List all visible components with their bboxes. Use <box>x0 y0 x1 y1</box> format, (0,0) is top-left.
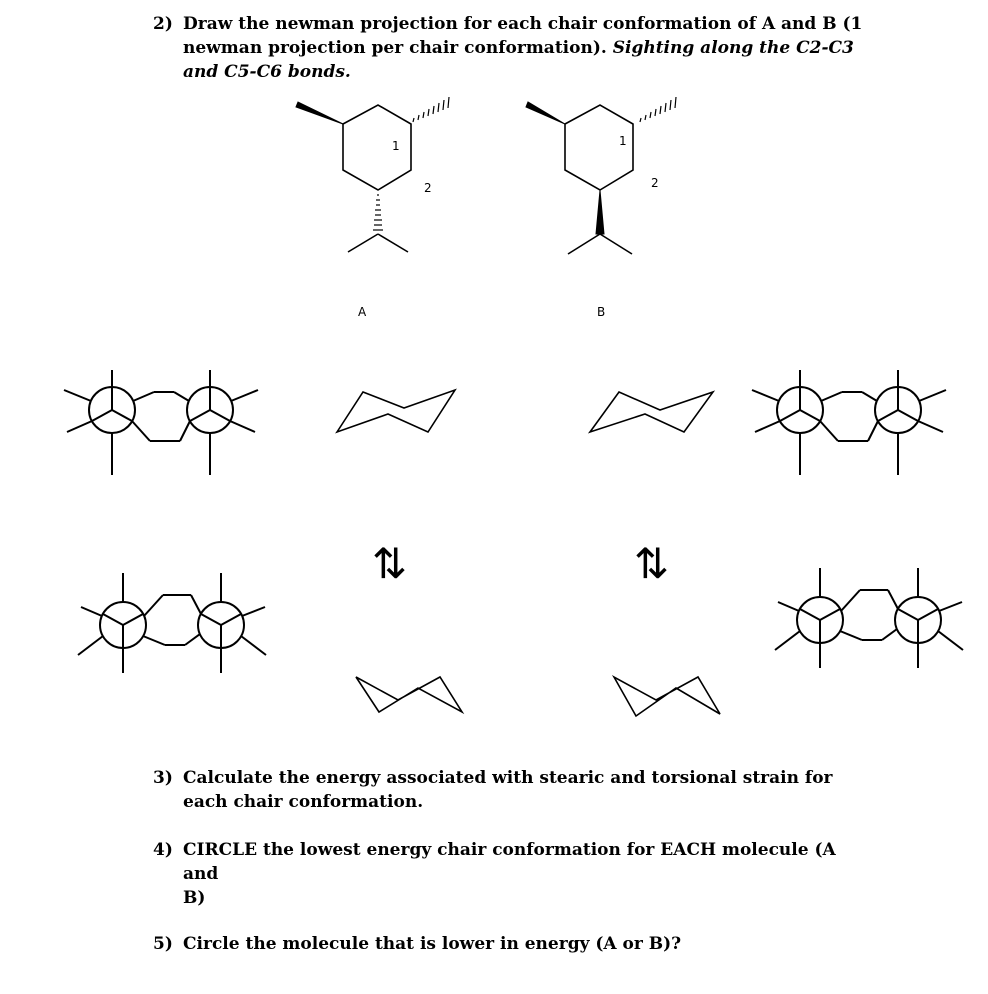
molecule-a-structure <box>296 97 449 319</box>
newman-projection-b-top <box>752 370 946 475</box>
equilibrium-arrows-a: ⇅ <box>372 539 408 588</box>
question-4-line-1: CIRCLE the lowest energy chair conformation for EACH molecule (A and <box>183 840 836 884</box>
question-2-line-1: Draw the newman projection for each chair conformation of A and B (1 <box>183 14 863 34</box>
question-5-number: 5) <box>153 934 173 954</box>
molecule-a-label: A <box>358 305 367 319</box>
question-5-line-1: Circle the molecule that is lower in energy (A or B)? <box>183 934 682 954</box>
molecule-a-locant-1: 1 <box>392 139 400 153</box>
chair-b-bottom <box>614 677 720 716</box>
molecule-b-bold-wedge-bottom <box>596 190 604 234</box>
question-4-line-2: B) <box>183 888 206 908</box>
equilibrium-arrows-b: ⇅ <box>634 539 670 588</box>
question-2-line-3-italic: and C5-C6 bonds. <box>183 62 351 82</box>
question-4-text <box>183 838 873 910</box>
molecule-b-hashed-wedge-top <box>640 97 676 122</box>
molecule-a-hashed-wedge-top <box>413 97 449 122</box>
question-2-line-2-italic: Sighting along the C2-C3 <box>612 38 854 58</box>
molecule-a-hashed-wedge-bottom <box>373 195 383 230</box>
question-3-line-2: each chair conformation. <box>183 792 424 812</box>
question-4-number: 4) <box>153 840 173 860</box>
chair-a-top <box>337 390 455 432</box>
question-3-line-1: Calculate the energy associated with stearic and torsional strain for <box>183 768 833 788</box>
newman-projection-a-top <box>64 370 258 475</box>
molecule-b-locant-2: 2 <box>651 176 659 190</box>
molecule-b-structure <box>526 97 676 319</box>
newman-projection-a-bottom <box>78 573 266 673</box>
question-2-number: 2) <box>153 14 173 34</box>
newman-projection-b-bottom <box>775 568 963 668</box>
molecule-b-label: B <box>597 305 606 319</box>
question-3-number: 3) <box>153 768 173 788</box>
chair-a-bottom <box>356 677 462 712</box>
molecule-a-locant-2: 2 <box>424 181 432 195</box>
question-3-text <box>183 766 833 814</box>
chair-b-top <box>590 392 713 432</box>
question-2-line-2-plain: newman projection per chair conformation). <box>183 38 613 58</box>
question-5-text <box>183 932 681 956</box>
molecule-b-locant-1: 1 <box>619 134 627 148</box>
